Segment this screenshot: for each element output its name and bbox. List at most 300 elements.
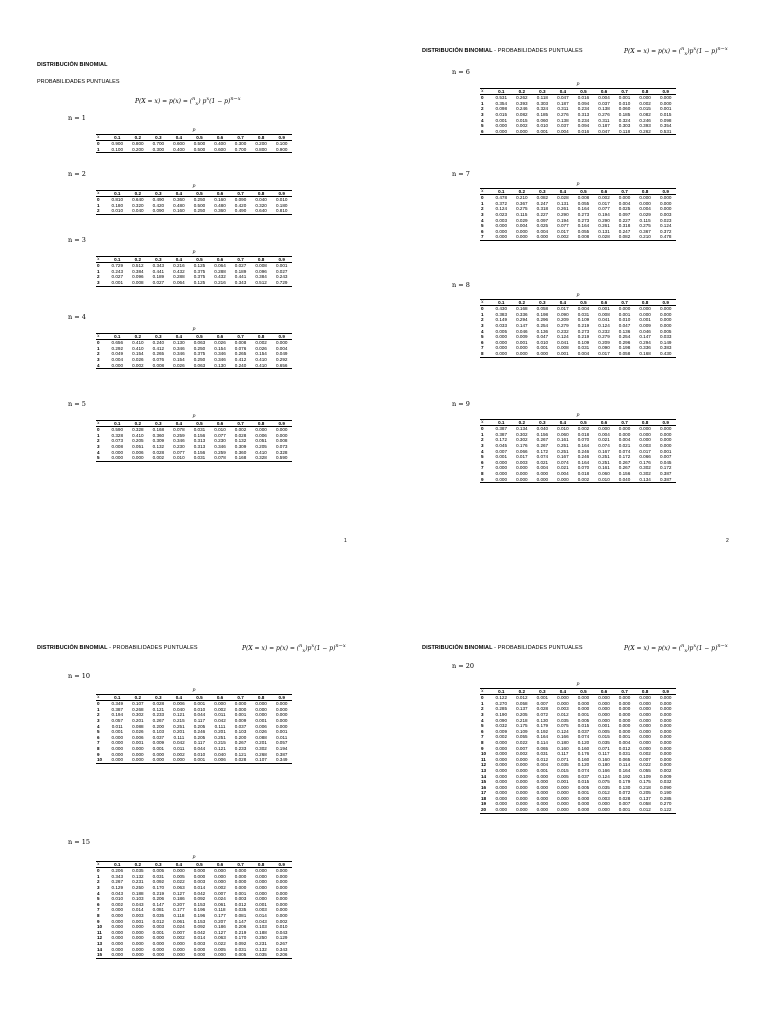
probability-cell: 0.012 xyxy=(152,918,165,924)
p-header: 0.5 xyxy=(189,333,210,340)
probability-cell: 0.250 xyxy=(193,345,206,351)
p-header: 0.7 xyxy=(230,134,251,141)
probability-cell: 0.035 xyxy=(234,907,247,913)
probability-cell: 0.055 xyxy=(639,767,651,773)
probability-cell: 0.313 xyxy=(577,111,590,117)
probability-cell: 0.031 xyxy=(577,311,590,317)
page-1 xyxy=(0,0,384,560)
p-header: 0.4 xyxy=(169,333,190,340)
probability-cell: 0.000 xyxy=(234,701,247,707)
probability-cell: 0.109 xyxy=(639,773,651,779)
probability-cell: 0.004 xyxy=(557,470,569,476)
probability-cell: 0.103 xyxy=(255,924,267,930)
probability-cell: 0.000 xyxy=(132,946,144,952)
probability-cell: 0.076 xyxy=(152,356,165,362)
probability-cell: 0.000 xyxy=(495,123,508,129)
p-header: 0.4 xyxy=(169,190,190,197)
x-value: 5 xyxy=(481,454,484,460)
x-value: 2 xyxy=(481,106,484,112)
probability-cell: 0.000 xyxy=(659,756,672,762)
probability-cell: 0.000 xyxy=(577,695,590,701)
probability-cell: 0.001 xyxy=(234,712,247,718)
probability-cell: 0.017 xyxy=(557,306,569,312)
probability-cell: 0.010 xyxy=(536,339,549,345)
probability-cell: 0.001 xyxy=(618,95,631,101)
probability-cell: 0.071 xyxy=(557,756,569,762)
probability-cell: 0.800 xyxy=(132,141,144,147)
probability-cell: 0.043 xyxy=(255,918,267,924)
running-header: DISTRIBUCIÓN BINOMIAL - PROBABILIDADES PUNTUALES xyxy=(422,645,583,651)
probability-cell: 0.017 xyxy=(557,228,569,234)
probability-cell: 0.000 xyxy=(132,935,144,941)
binomial-table-n9 xyxy=(480,413,676,483)
probability-cell: 0.004 xyxy=(536,228,549,234)
probability-cell: 0.017 xyxy=(594,351,615,357)
probability-cell: 0.267 xyxy=(536,442,549,448)
probability-cell: 0.103 xyxy=(152,729,165,735)
probability-cell: 0.285 xyxy=(495,706,508,712)
probability-cell: 0.001 xyxy=(255,717,267,723)
probability-cell: 0.729 xyxy=(111,263,124,269)
binomial-table-n2 xyxy=(96,184,292,215)
p-header: 0.3 xyxy=(148,861,169,868)
probability-cell: 0.028 xyxy=(594,234,615,240)
probability-cell: 0.003 xyxy=(495,217,508,223)
x-value: 5 xyxy=(481,723,484,729)
probability-cell: 0.121 xyxy=(173,712,185,718)
probability-cell: 0.111 xyxy=(214,723,226,729)
probability-cell: 0.216 xyxy=(210,280,231,286)
probability-cell: 0.074 xyxy=(577,767,590,773)
x-value: 6 xyxy=(481,339,484,345)
n-label: n = 1 xyxy=(68,114,86,122)
probability-cell: 0.275 xyxy=(516,206,528,212)
probability-cell: 0.000 xyxy=(255,879,267,885)
probability-cell: 0.000 xyxy=(111,929,124,935)
probability-cell: 0.201 xyxy=(173,729,185,735)
probability-cell: 0.729 xyxy=(271,280,292,286)
probability-cell: 0.047 xyxy=(536,334,549,340)
n-label: n = 15 xyxy=(68,838,91,846)
probability-cell: 0.109 xyxy=(516,728,528,734)
probability-cell: 0.430 xyxy=(655,351,676,357)
probability-cell: 0.000 xyxy=(659,734,672,740)
probability-cell: 0.900 xyxy=(271,147,292,153)
probability-cell: 0.000 xyxy=(255,701,267,707)
probability-cell: 0.205 xyxy=(193,734,206,740)
probability-cell: 0.296 xyxy=(618,339,631,345)
probability-cell: 0.000 xyxy=(639,745,651,751)
probability-cell: 0.040 xyxy=(173,706,185,712)
probability-cell: 0.000 xyxy=(639,426,651,432)
probability-cell: 0.176 xyxy=(516,442,528,448)
probability-cell: 0.012 xyxy=(618,745,631,751)
p-header: 0.2 xyxy=(128,420,149,427)
x-value: 15 xyxy=(96,952,107,958)
probability-cell: 0.000 xyxy=(659,706,672,712)
x-value: 2 xyxy=(96,208,107,214)
probability-cell: 0.190 xyxy=(495,711,508,717)
x-value: 8 xyxy=(481,739,484,745)
probability-cell: 0.010 xyxy=(594,477,615,483)
probability-cell: 0.004 xyxy=(598,95,610,101)
probability-cell: 0.000 xyxy=(516,779,528,785)
probability-cell: 0.114 xyxy=(536,739,548,745)
probability-cell: 0.127 xyxy=(214,929,226,935)
probability-cell: 0.000 xyxy=(255,868,267,874)
probability-cell: 0.000 xyxy=(573,807,594,813)
probability-cell: 0.160 xyxy=(598,756,610,762)
p-header: 0.4 xyxy=(169,420,190,427)
binomial-table-n1 xyxy=(96,128,292,153)
probability-cell: 0.001 xyxy=(516,339,528,345)
probability-cell: 0.000 xyxy=(275,868,288,874)
probability-cell: 0.065 xyxy=(618,756,631,762)
probability-cell: 0.205 xyxy=(639,790,651,796)
probability-cell: 0.015 xyxy=(557,767,569,773)
probability-cell: 0.005 xyxy=(214,946,226,952)
probability-cell: 0.000 xyxy=(173,868,185,874)
probability-cell: 0.160 xyxy=(214,197,226,203)
p-header: 0.8 xyxy=(251,694,272,701)
x-value: 4 xyxy=(481,717,484,723)
p-header: 0.7 xyxy=(230,861,251,868)
probability-cell: 0.075 xyxy=(598,779,610,785)
probability-cell: 0.037 xyxy=(598,100,610,106)
probability-cell: 0.167 xyxy=(598,448,610,454)
probability-cell: 0.000 xyxy=(495,767,508,773)
probability-cell: 0.100 xyxy=(107,147,128,153)
x-value: 5 xyxy=(96,455,107,461)
probability-cell: 0.015 xyxy=(598,734,610,740)
probability-cell: 0.000 xyxy=(275,701,288,707)
probability-cell: 0.005 xyxy=(659,328,672,334)
probability-cell: 0.196 xyxy=(193,907,206,913)
probability-cell: 0.008 xyxy=(598,311,610,317)
probability-cell: 0.001 xyxy=(618,734,631,740)
probability-cell: 0.031 xyxy=(234,946,247,952)
probability-cell: 0.035 xyxy=(152,912,165,918)
probability-cell: 0.360 xyxy=(152,432,165,438)
p-header: 0.7 xyxy=(230,420,251,427)
probability-cell: 0.000 xyxy=(495,745,508,751)
probability-cell: 0.011 xyxy=(214,712,226,718)
probability-cell: 0.000 xyxy=(495,779,508,785)
probability-cell: 0.000 xyxy=(152,751,165,757)
probability-cell: 0.025 xyxy=(618,206,631,212)
probability-cell: 0.028 xyxy=(557,195,569,201)
probability-cell: 0.006 xyxy=(255,432,267,438)
probability-cell: 0.000 xyxy=(577,795,590,801)
probability-cell: 0.014 xyxy=(132,907,144,913)
p-header: 0.4 xyxy=(553,299,574,306)
probability-cell: 0.000 xyxy=(193,868,206,874)
probability-cell: 0.121 xyxy=(152,706,165,712)
probability-cell: 0.324 xyxy=(618,117,631,123)
probability-cell: 0.010 xyxy=(107,208,128,214)
probability-cell: 0.000 xyxy=(275,706,288,712)
probability-cell: 0.156 xyxy=(618,470,631,476)
probability-cell: 0.360 xyxy=(234,449,247,455)
probability-cell: 0.000 xyxy=(659,695,672,701)
probability-cell: 0.000 xyxy=(132,745,144,751)
x-value: 3 xyxy=(481,322,484,328)
probability-cell: 0.268 xyxy=(132,706,144,712)
probability-cell: 0.022 xyxy=(639,762,651,768)
probability-cell: 0.343 xyxy=(152,263,165,269)
probability-cell: 0.001 xyxy=(639,317,651,323)
p-header: 0.8 xyxy=(251,333,272,340)
table-row xyxy=(96,455,292,461)
probability-cell: 0.002 xyxy=(573,477,594,483)
probability-cell: 0.063 xyxy=(214,935,226,941)
table-row xyxy=(480,807,676,813)
probability-cell: 0.302 xyxy=(516,431,528,437)
probability-cell: 0.270 xyxy=(659,801,672,807)
probability-cell: 0.012 xyxy=(598,790,610,796)
probability-cell: 0.043 xyxy=(111,890,124,896)
probability-cell: 0.057 xyxy=(111,717,124,723)
probability-cell: 0.207 xyxy=(214,918,226,924)
probability-cell: 0.005 xyxy=(230,952,251,958)
probability-cell: 0.700 xyxy=(152,141,165,147)
probability-cell: 0.001 xyxy=(659,448,672,454)
p-header: 0.1 xyxy=(491,88,512,95)
probability-cell: 0.387 xyxy=(655,477,676,483)
probability-cell: 0.001 xyxy=(132,740,144,746)
probability-cell: 0.372 xyxy=(659,228,672,234)
probability-cell: 0.234 xyxy=(577,106,590,112)
p-header: 0.5 xyxy=(573,419,594,426)
x-value: 5 xyxy=(481,223,484,229)
x-value: 1 xyxy=(481,200,484,206)
probability-cell: 0.000 xyxy=(275,340,288,346)
p-header: 0.6 xyxy=(210,420,231,427)
probability-cell: 0.420 xyxy=(152,202,165,208)
x-value: 2 xyxy=(481,706,484,712)
probability-cell: 0.156 xyxy=(536,431,549,437)
probability-cell: 0.187 xyxy=(598,123,610,129)
probability-cell: 0.243 xyxy=(111,268,124,274)
probability-cell: 0.247 xyxy=(536,200,549,206)
probability-cell: 0.000 xyxy=(659,745,672,751)
probability-cell: 0.160 xyxy=(169,208,190,214)
probability-cell: 0.367 xyxy=(516,200,528,206)
x-value: 1 xyxy=(97,432,100,438)
table-row xyxy=(96,952,292,958)
n-label: n = 4 xyxy=(68,313,86,321)
x-value: 1 xyxy=(481,700,484,706)
probability-cell: 0.000 xyxy=(173,940,185,946)
probability-cell: 0.009 xyxy=(234,717,247,723)
probability-cell: 0.218 xyxy=(639,784,651,790)
probability-cell: 0.001 xyxy=(532,129,553,135)
probability-cell: 0.167 xyxy=(557,454,569,460)
probability-cell: 0.000 xyxy=(255,427,267,433)
probability-cell: 0.010 xyxy=(193,706,206,712)
probability-cell: 0.232 xyxy=(598,328,610,334)
probability-cell: 0.000 xyxy=(598,711,610,717)
x-value: 3 xyxy=(97,884,100,890)
x-value: 5 xyxy=(481,123,484,129)
probability-cell: 0.006 xyxy=(132,449,144,455)
probability-cell: 0.001 xyxy=(536,345,549,351)
probability-cell: 0.096 xyxy=(255,268,267,274)
probability-cell: 0.267 xyxy=(152,717,165,723)
probability-cell: 0.092 xyxy=(193,924,206,930)
p-label: p xyxy=(192,414,196,419)
probability-cell: 0.172 xyxy=(618,454,631,460)
probability-cell: 0.250 xyxy=(189,208,210,214)
probability-cell: 0.047 xyxy=(594,129,615,135)
probability-cell: 0.349 xyxy=(111,701,124,707)
x-value: 15 xyxy=(481,779,487,785)
x-value: 1 xyxy=(97,706,100,712)
probability-cell: 0.000 xyxy=(275,912,288,918)
probability-cell: 0.024 xyxy=(173,924,185,930)
probability-cell: 0.003 xyxy=(516,459,528,465)
probability-cell: 0.160 xyxy=(577,745,590,751)
probability-cell: 0.001 xyxy=(577,790,590,796)
probability-cell: 0.000 xyxy=(516,465,528,471)
p-header: 0.8 xyxy=(635,688,656,695)
probability-cell: 0.000 xyxy=(659,739,672,745)
probability-cell: 0.136 xyxy=(618,328,631,334)
p-header: 0.4 xyxy=(553,88,574,95)
probability-cell: 0.035 xyxy=(132,868,144,874)
header-row xyxy=(480,419,676,426)
probability-cell: 0.010 xyxy=(536,123,549,129)
probability-cell: 0.001 xyxy=(234,890,247,896)
probability-cell: 0.117 xyxy=(598,751,610,757)
probability-cell: 0.007 xyxy=(173,929,185,935)
header-row xyxy=(480,88,676,95)
probability-cell: 0.005 xyxy=(598,728,610,734)
probability-cell: 0.004 xyxy=(536,762,549,768)
probability-cell: 0.063 xyxy=(193,340,206,346)
probability-cell: 0.031 xyxy=(152,873,165,879)
probability-cell: 0.292 xyxy=(275,356,288,362)
probability-cell: 0.109 xyxy=(577,317,590,323)
probability-cell: 0.430 xyxy=(495,306,508,312)
probability-cell: 0.372 xyxy=(495,200,508,206)
probability-cell: 0.043 xyxy=(275,929,288,935)
probability-cell: 0.021 xyxy=(618,442,631,448)
probability-cell: 0.000 xyxy=(639,311,651,317)
p-label: p xyxy=(192,688,196,693)
p-header: 0.5 xyxy=(573,688,594,695)
probability-cell: 0.410 xyxy=(132,432,144,438)
p-header: 0.4 xyxy=(169,134,190,141)
x-value: 7 xyxy=(481,345,484,351)
probability-cell: 0.082 xyxy=(639,111,651,117)
table-row xyxy=(96,757,292,763)
probability-cell: 0.000 xyxy=(495,790,508,796)
probability-cell: 0.000 xyxy=(214,879,226,885)
probability-cell: 0.276 xyxy=(598,111,610,117)
probability-cell: 0.186 xyxy=(214,924,226,930)
probability-cell: 0.000 xyxy=(495,345,508,351)
probability-cell: 0.018 xyxy=(577,431,590,437)
probability-cell: 0.029 xyxy=(639,211,651,217)
probability-cell: 0.246 xyxy=(516,106,528,112)
probability-cell: 0.250 xyxy=(193,356,206,362)
probability-cell: 0.265 xyxy=(234,351,247,357)
probability-cell: 0.000 xyxy=(639,200,651,206)
probability-cell: 0.243 xyxy=(275,274,288,280)
probability-cell: 0.040 xyxy=(536,426,549,432)
probability-cell: 0.125 xyxy=(189,280,210,286)
probability-cell: 0.075 xyxy=(557,723,569,729)
probability-cell: 0.000 xyxy=(234,884,247,890)
probability-cell: 0.008 xyxy=(234,340,247,346)
p-header: 0.4 xyxy=(553,188,574,195)
x-value: 20 xyxy=(480,807,491,813)
probability-cell: 0.218 xyxy=(516,717,528,723)
probability-cell: 0.124 xyxy=(557,334,569,340)
p-header: 0.6 xyxy=(210,694,231,701)
probability-cell: 0.040 xyxy=(255,197,267,203)
table-row xyxy=(96,147,292,153)
probability-cell: 0.023 xyxy=(495,211,508,217)
probability-cell: 0.023 xyxy=(659,217,672,223)
probability-cell: 0.017 xyxy=(639,448,651,454)
probability-cell: 0.810 xyxy=(271,208,292,214)
x-value: 2 xyxy=(97,438,100,444)
p-header: 0.6 xyxy=(210,333,231,340)
probability-cell: 0.000 xyxy=(148,757,169,763)
probability-cell: 0.410 xyxy=(132,345,144,351)
probability-cell: 0.302 xyxy=(639,465,651,471)
probability-cell: 0.300 xyxy=(234,141,247,147)
probability-cell: 0.259 xyxy=(173,432,185,438)
p-header: 0.5 xyxy=(573,88,594,95)
probability-cell: 0.164 xyxy=(536,734,549,740)
probability-cell: 0.000 xyxy=(598,695,610,701)
p-header: 0.1 xyxy=(107,190,128,197)
probability-cell: 0.210 xyxy=(516,195,528,201)
probability-cell: 0.074 xyxy=(557,459,569,465)
p-header: 0.3 xyxy=(532,88,553,95)
probability-cell: 0.000 xyxy=(618,695,631,701)
probability-cell: 0.168 xyxy=(152,427,165,433)
probability-cell: 0.028 xyxy=(152,449,165,455)
probability-cell: 0.117 xyxy=(193,717,206,723)
probability-cell: 0.009 xyxy=(495,728,508,734)
probability-cell: 0.122 xyxy=(495,695,508,701)
p-label: p xyxy=(192,855,196,860)
probability-cell: 0.309 xyxy=(152,438,165,444)
p-header: 0.9 xyxy=(655,299,676,306)
p-header: 0.5 xyxy=(189,694,210,701)
probability-cell: 0.000 xyxy=(111,924,124,930)
probability-cell: 0.000 xyxy=(275,907,288,913)
binomial-table-n5 xyxy=(96,414,292,462)
probability-cell: 0.201 xyxy=(132,717,144,723)
probability-cell: 0.009 xyxy=(659,773,672,779)
p-header: 0.2 xyxy=(128,333,149,340)
probability-cell: 0.092 xyxy=(193,896,206,902)
probability-cell: 0.261 xyxy=(557,206,569,212)
probability-cell: 0.015 xyxy=(639,106,651,112)
probability-cell: 0.037 xyxy=(234,723,247,729)
probability-cell: 0.000 xyxy=(152,940,165,946)
probability-cell: 0.004 xyxy=(573,351,594,357)
probability-cell: 0.000 xyxy=(618,195,631,201)
probability-cell: 0.004 xyxy=(598,431,610,437)
x-value: 6 xyxy=(97,734,100,740)
probability-cell: 0.302 xyxy=(639,470,651,476)
